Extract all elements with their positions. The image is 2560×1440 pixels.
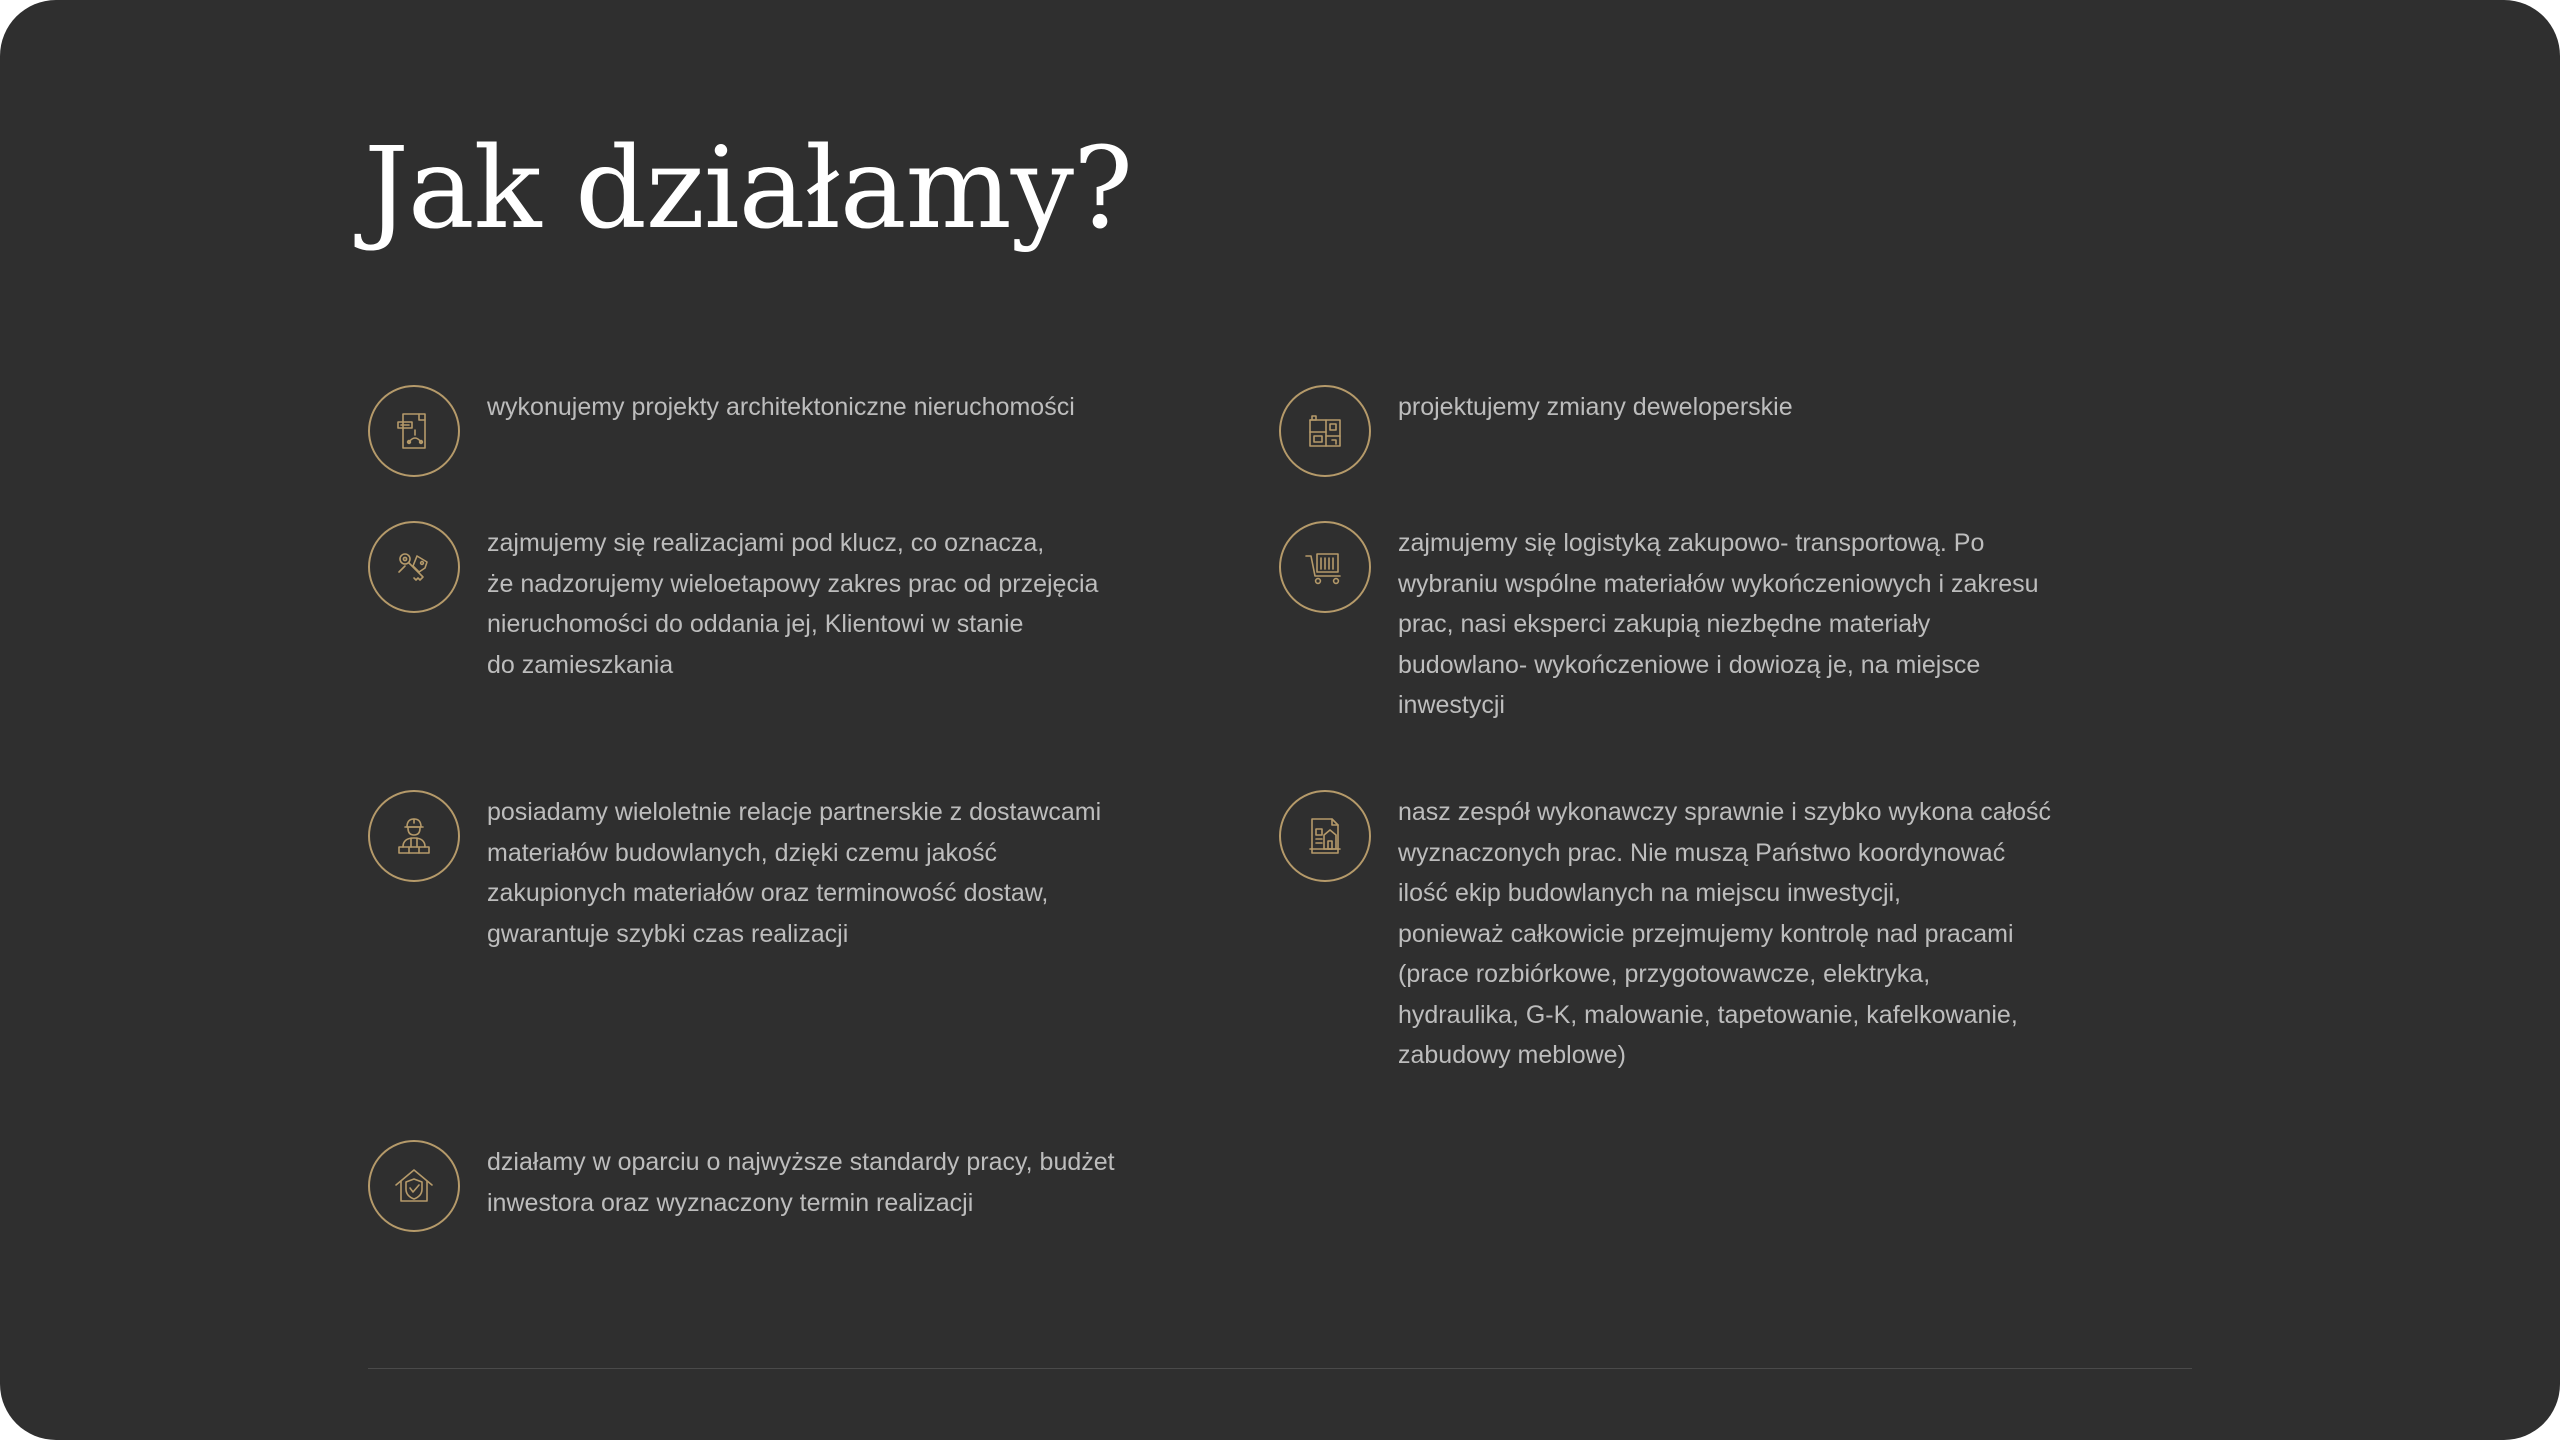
shopping-cart-icon xyxy=(1279,521,1371,613)
architecture-plan-icon xyxy=(368,385,460,477)
feature-item xyxy=(368,385,1075,477)
house-shield-icon xyxy=(368,1140,460,1232)
building-document-icon xyxy=(1279,790,1371,882)
feature-text: projektujemy zmiany deweloperskie xyxy=(1398,393,1793,421)
feature-item xyxy=(1279,385,1793,477)
feature-text: wykonujemy projekty architektoniczne nieruchomości xyxy=(487,393,1075,421)
feature-text: posiadamy wieloletnie relacje partnerskie z dostawcami materiałów budowlanych, dzięki czemu jakość zakupionych materiałów oraz terminowość dostaw, gwarantuje szybki czas realizacji xyxy=(487,798,1102,948)
keys-icon xyxy=(368,521,460,613)
feature-text: zajmujemy się logistyką zakupowo- transportową. Po wybraniu wspólne materiałów wykończeniowych i zakresu prac, nasi eksperci zakupią niezbędne materiały budowlano- wykończeniowe i dowiozą je, na miejsce inwestycji xyxy=(1398,529,2039,719)
feature-item xyxy=(368,1140,1115,1232)
feature-text: działamy w oparciu o najwyższe standardy pracy, budżet inwestora oraz wyznaczony termin realizacji xyxy=(487,1148,1115,1217)
feature-text: nasz zespół wykonawczy sprawnie i szybko wykona całość wyznaczonych prac. Nie muszą Państwo koordynować ilość ekip budowlanych na miejscu inwestycji, ponieważ całkowicie przejmujemy kontrolę nad pracami (prace rozbiórkowe, przygotowawcze, elektryka, hydraulika, G-K, malowanie, tapetowanie, kafelkowanie, zabudowy meblowe) xyxy=(1398,798,2052,1069)
feature-item xyxy=(1279,790,2051,1076)
section-title: Jak działamy? xyxy=(364,124,1133,254)
feature-item xyxy=(1279,521,2039,726)
construction-worker-icon xyxy=(368,790,460,882)
floor-plan-icon xyxy=(1279,385,1371,477)
section-divider xyxy=(368,1368,2192,1369)
feature-item xyxy=(368,521,1098,685)
feature-text: zajmujemy się realizacjami pod klucz, co oznacza, że nadzorujemy wieloetapowy zakres prac od przejęcia nieruchomości do oddania jej, Klientowi w stanie do zamieszkania xyxy=(487,529,1099,679)
feature-item xyxy=(368,790,1101,954)
